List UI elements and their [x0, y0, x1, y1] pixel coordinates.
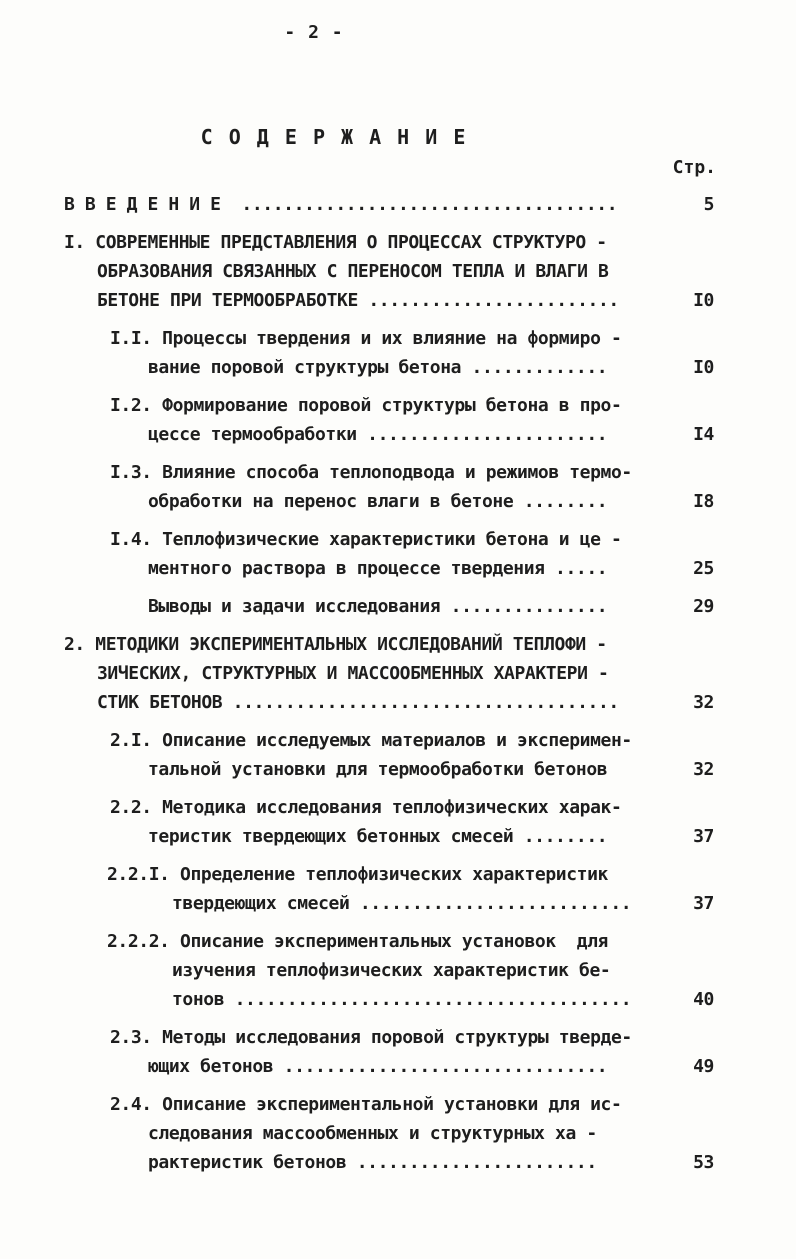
- toc-entry-text: [64, 860, 640, 918]
- toc-entry-text: [64, 630, 640, 717]
- toc-entry-text: [64, 190, 640, 219]
- toc-entry: [64, 1023, 716, 1081]
- toc-entry-line: Выводы и задачи исследования ...............: [148, 596, 608, 617]
- toc-entry: [64, 592, 716, 621]
- toc-entry-text: [64, 927, 640, 1014]
- toc-entry-line: ментного раствора в процессе твердения .....: [148, 558, 608, 579]
- page-column-header: Стр.: [672, 157, 716, 178]
- toc-entry-text: [64, 391, 640, 449]
- toc-entry-page: 40: [693, 989, 714, 1010]
- toc-entry-line: СТИК БЕТОНОВ .....................................: [97, 692, 619, 713]
- toc-entry-line: тонов ......................................: [172, 989, 632, 1010]
- page-number: - 2 -: [284, 22, 344, 43]
- toc-entry-page: I4: [693, 424, 714, 445]
- toc-entry: [64, 391, 716, 449]
- toc-entry-page: 32: [693, 759, 714, 780]
- toc-entry: [64, 458, 716, 516]
- toc-entry-line: 2.2. Методика исследования теплофизических харак-: [110, 797, 622, 818]
- toc-entry-line: 2.4. Описание экспериментальной установки для ис-: [110, 1094, 622, 1115]
- toc-entry-line: ЗИЧЕСКИХ, СТРУКТУРНЫХ И МАССООБМЕННЫХ ХАРАКТЕРИ -: [97, 663, 609, 684]
- toc-entry-line: БЕТОНЕ ПРИ ТЕРМООБРАБОТКЕ ........................: [97, 290, 619, 311]
- toc-entry-text: [64, 1023, 640, 1081]
- toc-entries: [64, 190, 716, 1177]
- toc-entry-text: [64, 726, 640, 784]
- toc-entry: [64, 190, 716, 219]
- toc-entry-text: [64, 592, 640, 621]
- toc-entry: [64, 860, 716, 918]
- toc-entry-line: 2.2.2. Описание экспериментальных установок для: [107, 931, 608, 952]
- toc-entry-line: I.I. Процессы твердения и их влияние на формиро -: [110, 328, 622, 349]
- toc-entry: [64, 927, 716, 1014]
- toc-entry: [64, 228, 716, 315]
- toc-entry: [64, 324, 716, 382]
- toc-entry: [64, 630, 716, 717]
- toc-entry: [64, 793, 716, 851]
- toc-entry-line: I.3. Влияние способа теплоподвода и режимов термо-: [110, 462, 632, 483]
- toc-entry-line: 2.I. Описание исследуемых материалов и эксперимен-: [110, 730, 632, 751]
- toc-entry-line: обработки на перенос влаги в бетоне ........: [148, 491, 608, 512]
- toc-entry-line: рактеристик бетонов .......................: [148, 1152, 597, 1173]
- toc-entry-page: I0: [693, 357, 714, 378]
- toc-entry-page: 32: [693, 692, 714, 713]
- toc-entry: [64, 525, 716, 583]
- toc-entry-page: 25: [693, 558, 714, 579]
- toc-entry-line: твердеющих смесей ..........................: [172, 893, 632, 914]
- toc-entry-text: [64, 228, 640, 315]
- toc-entry-page: 37: [693, 893, 714, 914]
- toc-entry-line: изучения теплофизических характеристик бе-: [172, 960, 611, 981]
- toc-entry-line: вание поровой структуры бетона .............: [148, 357, 608, 378]
- toc-entry-line: I.4. Теплофизические характеристики бетона и це -: [110, 529, 622, 550]
- toc-entry-line: 2.3. Методы исследования поровой структуры тверде-: [110, 1027, 632, 1048]
- toc-entry-page: 5: [703, 194, 714, 215]
- toc-entry-page: 49: [693, 1056, 714, 1077]
- toc-entry-text: [64, 525, 640, 583]
- toc-entry-line: теристик твердеющих бетонных смесей ........: [148, 826, 608, 847]
- toc-entry: [64, 1090, 716, 1177]
- toc-entry-line: I.2. Формирование поровой структуры бетона в про-: [110, 395, 622, 416]
- toc-entry-line: ющих бетонов ...............................: [148, 1056, 608, 1077]
- toc-entry-line: тальной установки для термообработки бетонов: [148, 759, 608, 780]
- toc-entry-page: 37: [693, 826, 714, 847]
- toc-entry-page: 53: [693, 1152, 714, 1173]
- toc-entry-page: I8: [693, 491, 714, 512]
- toc-entry-text: [64, 793, 640, 851]
- toc-entry-line: 2.2.I. Определение теплофизических характеристик: [107, 864, 608, 885]
- toc-entry-line: В В Е Д Е Н И Е ....................................: [64, 194, 618, 215]
- toc-entry-line: следования массообменных и структурных ха -: [148, 1123, 597, 1144]
- toc-entry-line: цессе термообработки .......................: [148, 424, 608, 445]
- toc-entry-text: [64, 324, 640, 382]
- toc-entry-text: [64, 1090, 640, 1177]
- toc-entry-line: I. СОВРЕМЕННЫЕ ПРЕДСТАВЛЕНИЯ О ПРОЦЕССАХ СТРУКТУРО -: [64, 232, 607, 253]
- toc-entry-line: ОБРАЗОВАНИЯ СВЯЗАННЫХ С ПЕРЕНОСОМ ТЕПЛА И ВЛАГИ В: [97, 261, 609, 282]
- toc-entry-line: 2. МЕТОДИКИ ЭКСПЕРИМЕНТАЛЬНЫХ ИССЛЕДОВАНИЙ ТЕПЛОФИ -: [64, 634, 607, 655]
- toc-entry-text: [64, 458, 640, 516]
- toc-entry-page: I0: [693, 290, 714, 311]
- toc-title: С О Д Е Р Ж А Н И Е: [200, 125, 468, 149]
- toc-entry: [64, 726, 716, 784]
- toc-entry-page: 29: [693, 596, 714, 617]
